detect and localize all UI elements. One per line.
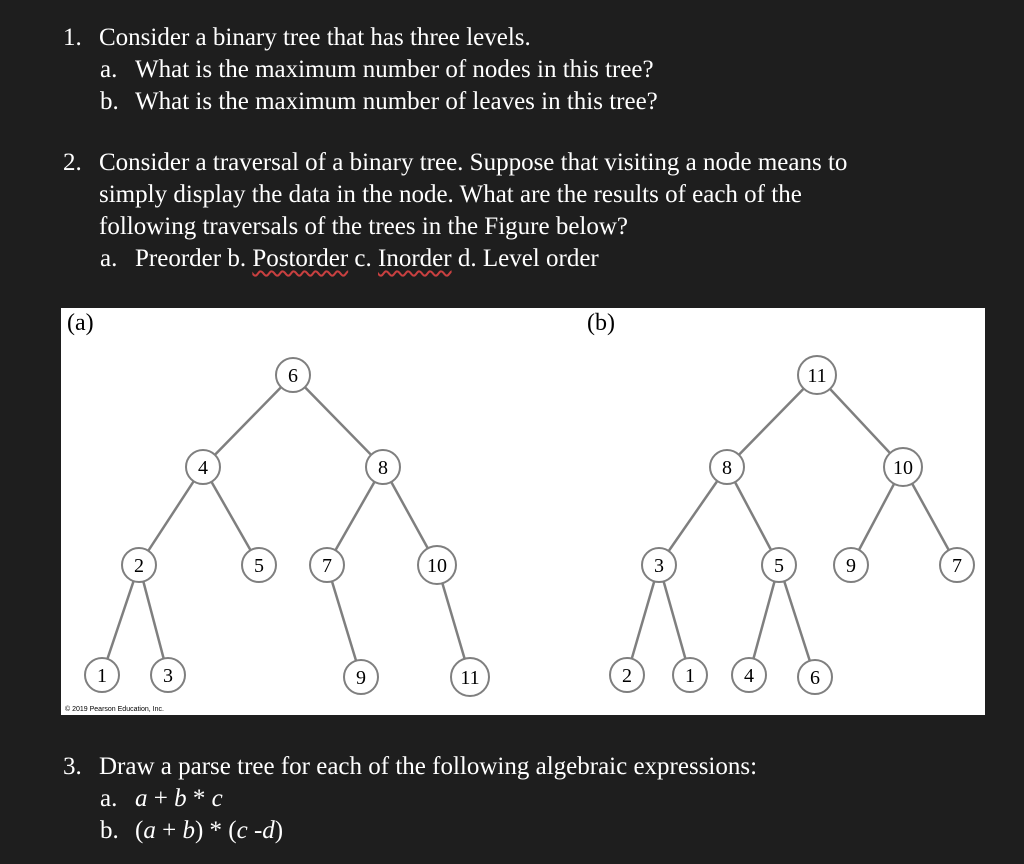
svg-text:7: 7: [322, 555, 332, 577]
svg-text:5: 5: [254, 555, 264, 577]
tree-b-label: (b): [587, 310, 615, 336]
tree-b-node-4: [732, 658, 766, 692]
tree-a-node-3: [151, 658, 185, 692]
tree-a-node-8: [366, 450, 400, 484]
question-1b: [100, 87, 658, 117]
tree-a-node-1: [85, 658, 119, 692]
expression-b: (a + b) * (c -d): [135, 817, 284, 844]
tree-b-node-6: [798, 660, 832, 694]
svg-text:8: 8: [378, 457, 388, 479]
question-1a: [100, 55, 654, 85]
question-1-number: 1.: [63, 24, 82, 51]
question-2-line-3: following traversals of the trees in the Figure below?: [99, 213, 629, 240]
svg-text:10: 10: [427, 555, 447, 577]
tree-a-node-9: [344, 660, 378, 694]
tree-a-label: (a): [67, 310, 94, 336]
option-level-order: d. Level order: [451, 245, 599, 272]
svg-text:2: 2: [134, 555, 144, 577]
question-2-number: 2.: [63, 149, 82, 176]
option-postorder: Postorder: [252, 245, 349, 272]
svg-text:7: 7: [952, 555, 962, 577]
svg-text:3: 3: [654, 555, 664, 577]
question-3-text: Draw a parse tree for each of the following algebraic expressions:: [99, 753, 758, 780]
tree-a-node-6: [276, 358, 310, 392]
question-1: [63, 23, 531, 53]
svg-text:6: 6: [810, 667, 820, 689]
trees-svg: [61, 308, 985, 715]
tree-a-node-11: [451, 658, 489, 696]
tree-a-node-5: [242, 548, 276, 582]
expression-a: a + b * c: [135, 785, 223, 812]
question-2: [63, 148, 848, 178]
question-2-options-label: a.: [100, 245, 118, 272]
question-3: [63, 752, 758, 782]
copyright-notice: © 2019 Pearson Education, Inc.: [65, 706, 164, 713]
question-1a-label: a.: [100, 56, 118, 83]
svg-text:8: 8: [722, 457, 732, 479]
option-inorder: Inorder: [378, 245, 452, 272]
question-1b-text: What is the maximum number of leaves in this tree?: [135, 88, 658, 115]
tree-b-node-8: [710, 450, 744, 484]
svg-text:1: 1: [685, 665, 695, 687]
question-2-options: [100, 244, 599, 274]
question-3b-label: b.: [100, 817, 119, 844]
svg-text:2: 2: [622, 665, 632, 687]
svg-text:11: 11: [807, 365, 827, 387]
tree-b-node-2: [610, 658, 644, 692]
question-1-text: Consider a binary tree that has three levels.: [99, 24, 531, 51]
svg-text:9: 9: [846, 555, 856, 577]
question-2-line-2: simply display the data in the node. What are the results of each of the: [99, 181, 802, 208]
question-3a: [100, 784, 223, 814]
svg-text:6: 6: [288, 365, 298, 387]
edge-a-6-4: [203, 375, 293, 467]
tree-a-node-10: [418, 546, 456, 584]
tree-b-node-3: [642, 548, 676, 582]
tree-b-edges: [627, 375, 957, 677]
tree-b-node-11: [798, 356, 836, 394]
option-c-prefix: c.: [348, 245, 379, 272]
question-3a-label: a.: [100, 785, 118, 812]
svg-text:9: 9: [356, 667, 366, 689]
traversal-options: [135, 244, 599, 274]
svg-text:4: 4: [198, 457, 208, 479]
option-preorder: Preorder b.: [135, 245, 253, 272]
tree-a-node-4: [186, 450, 220, 484]
svg-text:4: 4: [744, 665, 754, 687]
question-3b: [100, 816, 284, 846]
tree-b-node-10: [884, 448, 922, 486]
tree-b-node-7: [940, 548, 974, 582]
question-1b-label: b.: [100, 88, 119, 115]
tree-a-edges: [102, 375, 470, 677]
tree-a-node-7: [310, 548, 344, 582]
svg-text:5: 5: [774, 555, 784, 577]
tree-a-node-2: [122, 548, 156, 582]
binary-trees-figure: [61, 308, 985, 715]
svg-text:1: 1: [97, 665, 107, 687]
svg-text:3: 3: [163, 665, 173, 687]
svg-text:11: 11: [460, 667, 480, 689]
question-2-line-1: Consider a traversal of a binary tree. Suppose that visiting a node means to: [99, 149, 848, 176]
tree-b-node-5: [762, 548, 796, 582]
question-3-number: 3.: [63, 753, 82, 780]
question-1a-text: What is the maximum number of nodes in this tree?: [135, 56, 654, 83]
svg-text:10: 10: [893, 457, 913, 479]
tree-b-node-9: [834, 548, 868, 582]
edge-a-6-8: [293, 375, 383, 467]
tree-b-node-1: [673, 658, 707, 692]
